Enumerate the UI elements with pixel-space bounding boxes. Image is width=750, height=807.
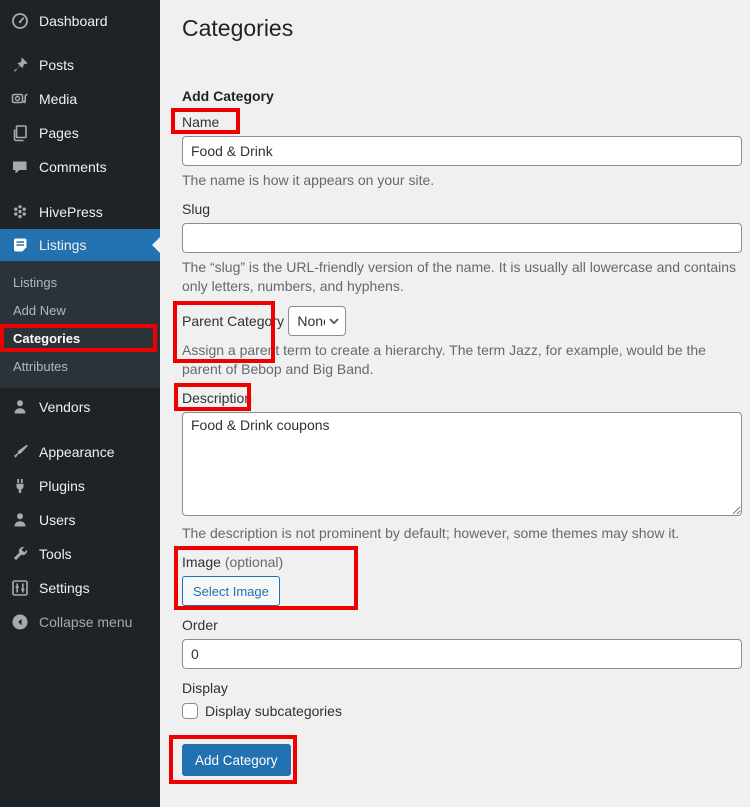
sidebar-item-tools[interactable] <box>0 537 160 571</box>
hivepress-icon <box>10 202 30 222</box>
dashboard-icon <box>10 11 30 31</box>
sidebar-item-label: Dashboard <box>39 13 108 29</box>
slug-input[interactable] <box>182 223 742 253</box>
description-help: The description is not prominent by default; however, some themes may show it. <box>182 525 680 541</box>
sidebar-item-label: Settings <box>39 580 90 596</box>
sidebar-item-dashboard[interactable] <box>0 4 160 38</box>
sidebar-item-label: Appearance <box>39 444 115 460</box>
image-label: Image (optional) <box>182 554 284 570</box>
name-label: Name <box>182 113 219 131</box>
sidebar-item-hivepress[interactable] <box>0 195 160 229</box>
plugin-icon <box>10 476 30 496</box>
add-category-heading: Add Category <box>182 88 274 104</box>
display-label: Display <box>182 680 228 696</box>
sidebar-item-label: Listings <box>39 237 87 253</box>
add-category-button[interactable]: Add Category <box>182 744 291 776</box>
pages-icon <box>10 123 30 143</box>
select-image-button[interactable]: Select Image <box>182 576 280 606</box>
sidebar-item-label: Plugins <box>39 478 85 494</box>
pushpin-icon <box>10 55 30 75</box>
sidebar-item-comments[interactable] <box>0 150 160 184</box>
parent-category-label: Parent Category <box>182 313 284 329</box>
sidebar-item-label: Users <box>39 512 76 528</box>
name-help: The name is how it appears on your site. <box>182 172 435 188</box>
collapse-icon <box>10 612 30 632</box>
sidebar-item-pages[interactable] <box>0 116 160 150</box>
order-label: Order <box>182 617 218 633</box>
sidebar-item-posts[interactable] <box>0 48 160 82</box>
main-content <box>160 0 750 807</box>
name-field <box>182 113 742 190</box>
sidebar-item-users[interactable] <box>0 503 160 537</box>
sidebar-item-settings[interactable] <box>0 571 160 605</box>
settings-icon <box>10 578 30 598</box>
display-subcategories-label: Display subcategories <box>205 703 342 719</box>
sidebar-item-label: Collapse menu <box>39 614 133 630</box>
sidebar-item-label: Tools <box>39 546 72 562</box>
sidebar-item-media[interactable] <box>0 82 160 116</box>
image-group <box>182 553 283 606</box>
page-title: Categories <box>182 15 294 41</box>
sidebar-item-label: HivePress <box>39 204 103 220</box>
appearance-icon <box>10 442 30 462</box>
sidebar-item-plugins[interactable] <box>0 469 160 503</box>
parent-category-field <box>182 306 742 379</box>
sidebar-item-label: Posts <box>39 57 75 73</box>
name-input[interactable] <box>182 136 742 166</box>
submit-group <box>182 744 291 776</box>
description-textarea[interactable] <box>182 412 742 516</box>
order-field <box>182 616 742 669</box>
slug-label: Slug <box>182 201 211 217</box>
sidebar-item-label: Pages <box>39 125 79 141</box>
sidebar-item-vendors[interactable] <box>0 390 160 424</box>
sidebar-item-appearance[interactable] <box>0 435 160 469</box>
parent-category-help: Assign a parent term to create a hierarchy. The term Jazz, for example, would be the parent of Bebop and Big Band. <box>182 342 706 377</box>
image-field <box>182 553 742 606</box>
menu-separator <box>0 424 160 435</box>
sidebar-item-listings[interactable] <box>0 229 160 261</box>
submenu-item-add-new[interactable]: Add New <box>13 302 66 318</box>
menu-separator <box>0 38 160 48</box>
sidebar-item-label: Media <box>39 91 78 107</box>
parent-category-select[interactable] <box>288 306 346 336</box>
sidebar-item-label: Comments <box>39 159 107 175</box>
display-subcategories-checkbox[interactable] <box>182 703 198 719</box>
slug-help: The “slug” is the URL-friendly version of the name. It is usually all lowercase and contains only letters, numbers, and hyphens. <box>182 259 737 294</box>
display-subcategories-row <box>182 702 742 720</box>
listings-submenu <box>0 261 160 388</box>
description-field <box>182 389 742 543</box>
active-menu-arrow <box>152 237 160 253</box>
tools-icon <box>10 544 30 564</box>
display-field <box>182 679 742 720</box>
image-optional-label: (optional) <box>224 554 284 570</box>
order-input[interactable] <box>182 639 742 669</box>
vendor-icon <box>10 397 30 417</box>
menu-separator <box>0 184 160 195</box>
description-label: Description <box>182 389 252 407</box>
submenu-item-attributes[interactable]: Attributes <box>13 358 68 374</box>
admin-sidebar <box>0 0 160 807</box>
users-icon <box>10 510 30 530</box>
submenu-item-listings[interactable]: Listings <box>13 274 58 290</box>
listings-icon <box>10 235 30 255</box>
comment-icon <box>10 157 30 177</box>
media-icon <box>10 89 30 109</box>
sidebar-item-collapse-menu[interactable] <box>0 605 160 639</box>
parent-category-group <box>182 306 346 336</box>
slug-field <box>182 200 742 296</box>
sidebar-item-label: Vendors <box>39 399 91 415</box>
submenu-item-categories[interactable]: Categories <box>0 324 160 352</box>
